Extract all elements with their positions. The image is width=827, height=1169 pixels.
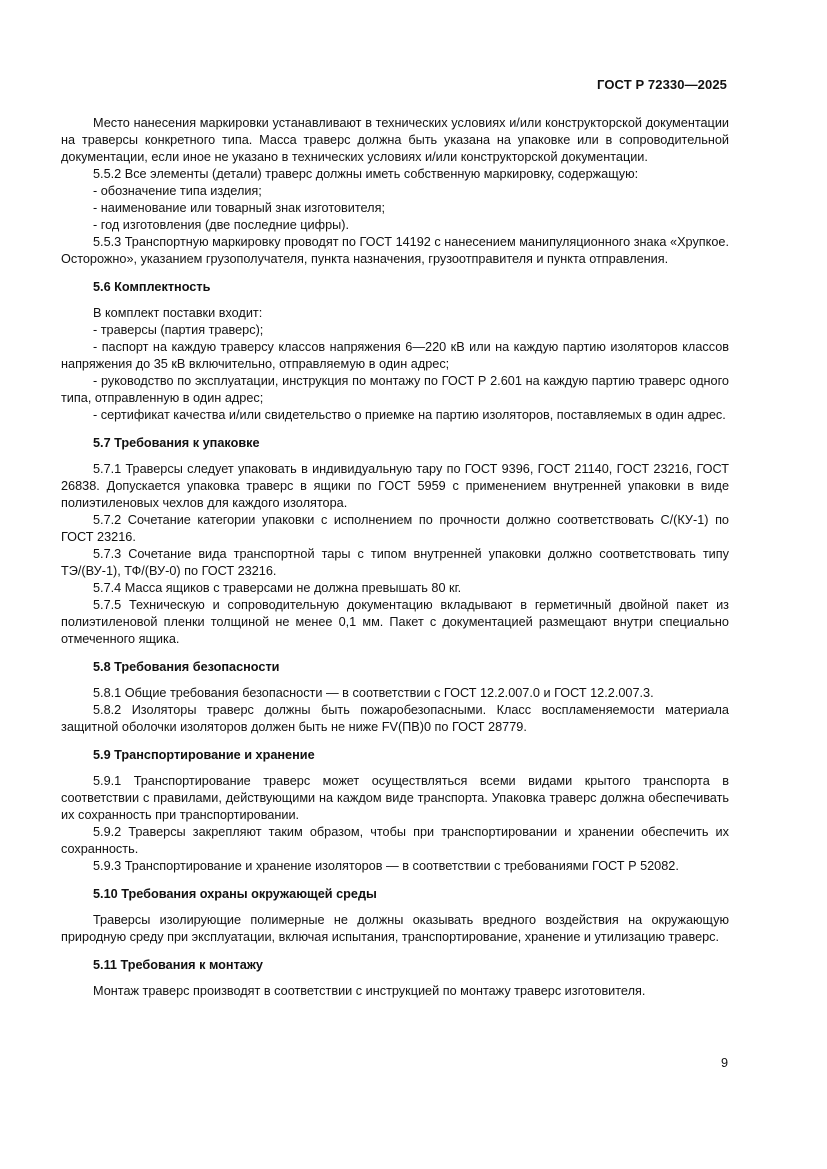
section-5-8-title: 5.8 Требования безопасности <box>93 660 280 674</box>
list-item: - сертификат качества и/или свидетельство о приемке на партию изоляторов, поставляемых в один адрес. <box>93 408 726 422</box>
paragraph-5-5-2: 5.5.2 Все элементы (детали) траверс должны иметь собственную маркировку, содержащую: <box>93 167 639 181</box>
page-number: 9 <box>720 1056 728 1070</box>
paragraph-5-10: Траверсы изолирующие полимерные не должны оказывать вредного воздействия на окружающую природную среду при эксплуатации, включая испытания, транспортирование, хранение и утилизацию траверс. <box>61 913 729 944</box>
paragraph-marking-location: Место нанесения маркировки устанавливают в технических условиях и/или конструкторской документации на траверсы конкретного типа. Масса траверс должна быть указана на упаковке или в сопроводительной документации, если иное не указано в технических условиях и/или конструкторской документации. <box>61 116 729 164</box>
paragraph-5-8-1: 5.8.1 Общие требования безопасности — в соответствии с ГОСТ 12.2.007.0 и ГОСТ 12.2.007.3. <box>93 686 654 700</box>
section-5-10-title: 5.10 Требования охраны окружающей среды <box>93 887 377 901</box>
section-5-9-title: 5.9 Транспортирование и хранение <box>93 748 315 762</box>
section-5-11-title: 5.11 Требования к монтажу <box>93 958 263 972</box>
paragraph-5-7-4: 5.7.4 Масса ящиков с траверсами не должна превышать 80 кг. <box>93 581 462 595</box>
document-code: ГОСТ Р 72330—2025 <box>597 77 727 92</box>
paragraph-5-7-1: 5.7.1 Траверсы следует упаковать в индивидуальную тару по ГОСТ 9396, ГОСТ 21140, ГОСТ 23216, ГОСТ 26838. Допускается упаковка траверс в ящики по ГОСТ 5959 с применением внутренней упаковки в виде полиэтиленовых чехлов для каждого изолятора. <box>61 462 729 510</box>
section-5-7-title: 5.7 Требования к упаковке <box>93 436 260 450</box>
document-body <box>61 115 729 1000</box>
list-item: - год изготовления (две последние цифры). <box>93 218 350 232</box>
paragraph-5-7-5: 5.7.5 Техническую и сопроводительную документацию вкладывают в герметичный двойной пакет из полиэтиленовой пленки толщиной не менее 0,1 мм. Пакет с документацией размещают внутри специально отмеченного ящика. <box>61 598 729 646</box>
list-item: - обозначение типа изделия; <box>93 184 262 198</box>
paragraph-5-9-3: 5.9.3 Транспортирование и хранение изоляторов — в соответствии с требованиями ГОСТ Р 52082. <box>93 859 679 873</box>
list-item: - наименование или товарный знак изготовителя; <box>93 201 385 215</box>
list-item: - паспорт на каждую траверсу классов напряжения 6—220 кВ или на каждую партию изоляторов классов напряжения до 35 кВ включительно, отправляемую в один адрес; <box>61 340 729 371</box>
paragraph-5-11: Монтаж траверс производят в соответствии с инструкцией по монтажу траверс изготовителя. <box>93 984 646 998</box>
paragraph-5-7-3: 5.7.3 Сочетание вида транспортной тары с типом внутренней упаковки должно соответствовать типу ТЭ/(ВУ-1), ТФ/(ВУ-0) по ГОСТ 23216. <box>61 547 729 578</box>
paragraph-5-9-1: 5.9.1 Транспортирование траверс может осуществляться всеми видами крытого транспорта в соответствии с правилами, действующими на каждом виде транспорта. Упаковка траверс должна обеспечивать их сохранность при транспортировании. <box>61 774 729 822</box>
list-item: - траверсы (партия траверс); <box>93 323 264 337</box>
paragraph-5-9-2: 5.9.2 Траверсы закрепляют таким образом, чтобы при транспортировании и хранении обеспечить их сохранность. <box>61 825 729 856</box>
paragraph-5-6-intro: В комплект поставки входит: <box>93 306 263 320</box>
paragraph-5-5-3: 5.5.3 Транспортную маркировку проводят по ГОСТ 14192 с нанесением манипуляционного знака «Хрупкое. Осторожно», указанием грузополучателя, пункта назначения, грузоотправителя и пункта отправления. <box>61 235 729 266</box>
section-5-6-title: 5.6 Комплектность <box>93 280 211 294</box>
paragraph-5-7-2: 5.7.2 Сочетание категории упаковки с исполнением по прочности должно соответствовать С/(КУ-1) по ГОСТ 23216. <box>61 513 729 544</box>
paragraph-5-8-2: 5.8.2 Изоляторы траверс должны быть пожаробезопасными. Класс воспламеняемости материала защитной оболочки изоляторов должен быть не ниже FV(ПВ)0 по ГОСТ 28779. <box>61 703 729 734</box>
list-item: - руководство по эксплуатации, инструкция по монтажу по ГОСТ Р 2.601 на каждую партию траверс одного типа, отправленную в один адрес; <box>61 374 729 405</box>
